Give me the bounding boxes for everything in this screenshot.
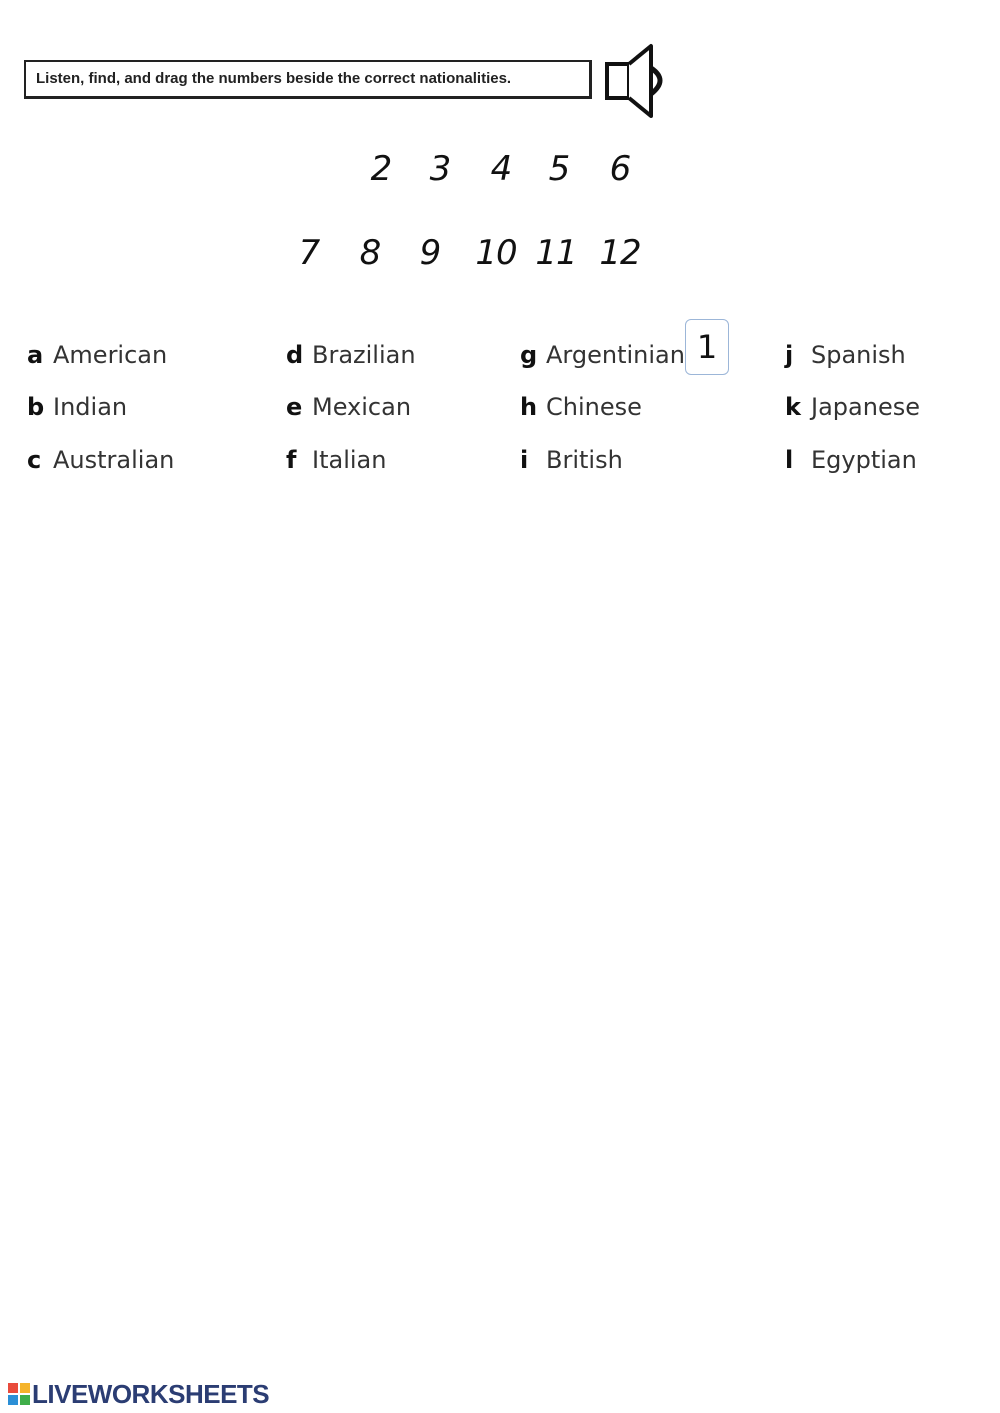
instruction-text: Listen, find, and drag the numbers beside the correct nationalities. — [36, 70, 512, 87]
number-tile[interactable]: 3 — [429, 149, 451, 189]
item-word: Australian — [53, 446, 175, 474]
number-tile[interactable]: 4 — [490, 149, 512, 189]
item-letter: a — [27, 341, 44, 369]
nationality-item — [785, 448, 917, 472]
item-letter: d — [286, 341, 304, 369]
nationality-item — [520, 343, 685, 367]
item-letter: h — [520, 393, 538, 421]
nationality-item — [785, 395, 920, 419]
item-letter: g — [520, 341, 538, 369]
item-letter: f — [286, 446, 297, 474]
logo-text: LIVEWORKSHEETS — [32, 1378, 270, 1409]
item-word: Egyptian — [811, 446, 917, 474]
number-tile[interactable]: 11 — [535, 233, 577, 273]
item-word: Indian — [53, 393, 128, 421]
item-word: Italian — [312, 446, 387, 474]
nationality-item — [286, 343, 416, 367]
item-word: British — [546, 446, 623, 474]
speaker-icon[interactable] — [603, 42, 671, 120]
item-word: Argentinian — [546, 341, 685, 369]
liveworksheets-logo — [8, 1380, 269, 1408]
nationality-item — [286, 448, 386, 472]
item-letter: j — [785, 341, 794, 369]
item-letter: e — [286, 393, 303, 421]
nationality-item — [27, 395, 127, 419]
nationality-item — [520, 448, 623, 472]
number-tile[interactable]: 12 — [599, 233, 641, 273]
nationality-item — [286, 395, 411, 419]
number-tile[interactable]: 8 — [359, 233, 381, 273]
item-letter: l — [785, 446, 794, 474]
answer-drop-box[interactable]: 1 — [685, 319, 729, 375]
nationality-item — [27, 343, 167, 367]
number-tile[interactable]: 7 — [298, 233, 320, 273]
item-word: Japanese — [811, 393, 920, 421]
instruction-box — [24, 60, 592, 99]
logo-blocks-icon — [8, 1383, 30, 1405]
item-word: Chinese — [546, 393, 642, 421]
nationality-item — [785, 343, 906, 367]
nationality-item — [27, 448, 174, 472]
number-tile[interactable]: 2 — [370, 149, 392, 189]
number-tile[interactable]: 9 — [419, 233, 441, 273]
number-tile[interactable]: 6 — [609, 149, 631, 189]
item-word: Mexican — [312, 393, 412, 421]
item-letter: c — [27, 446, 42, 474]
item-letter: k — [785, 393, 801, 421]
item-word: American — [53, 341, 168, 369]
number-tile[interactable]: 5 — [548, 149, 570, 189]
number-tile[interactable]: 10 — [475, 233, 517, 273]
item-word: Spanish — [811, 341, 906, 369]
nationality-item — [520, 395, 642, 419]
item-letter: i — [520, 446, 529, 474]
item-word: Brazilian — [312, 341, 416, 369]
item-letter: b — [27, 393, 45, 421]
